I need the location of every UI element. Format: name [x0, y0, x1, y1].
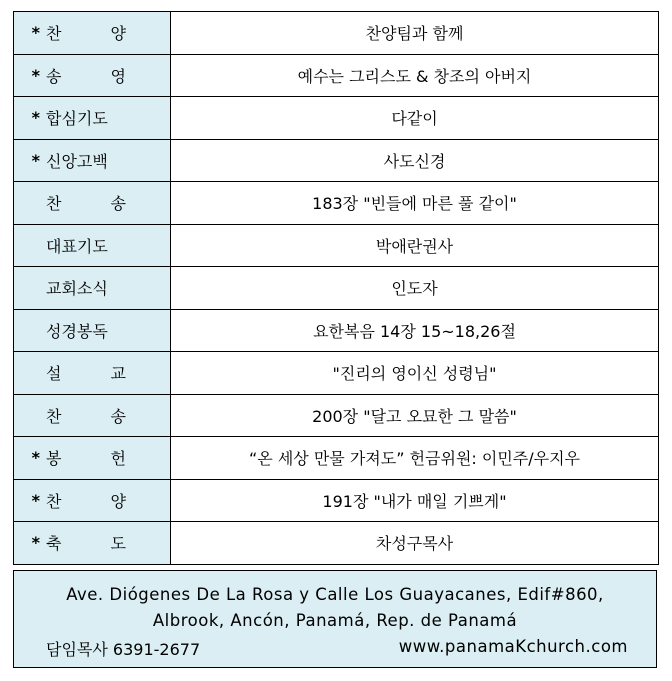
order-item-label-cell — [14, 267, 171, 310]
standing-mark: * — [31, 65, 40, 85]
order-item-label-cell — [14, 309, 171, 352]
worship-order-table — [13, 11, 659, 565]
order-item-value: 차성구목사 — [171, 522, 659, 565]
order-item-value: 다같이 — [171, 97, 659, 140]
order-item-name-part: 축 — [46, 534, 62, 554]
order-row — [14, 267, 659, 310]
order-item-name-part: 신앙고백 — [46, 151, 108, 171]
order-item-label-cell — [14, 437, 171, 480]
order-row — [14, 224, 659, 267]
website-link[interactable]: www.panamaKchurch.com — [398, 637, 628, 656]
order-item-label — [14, 12, 170, 54]
order-item-name-part: 봉 — [46, 449, 62, 469]
order-item-label — [14, 55, 170, 97]
order-item-name — [46, 276, 170, 299]
order-item-name — [46, 21, 170, 44]
order-item-value: 200장 "달고 오묘한 그 말씀" — [171, 394, 659, 437]
order-row — [14, 182, 659, 225]
order-row — [14, 97, 659, 140]
order-row — [14, 352, 659, 395]
order-item-label — [14, 352, 170, 394]
standing-mark: * — [31, 150, 40, 170]
order-item-label-cell — [14, 479, 171, 522]
order-item-label — [14, 395, 170, 437]
order-row — [14, 12, 659, 55]
order-item-label-cell — [14, 12, 171, 55]
order-item-name-part: 송 — [110, 194, 126, 214]
address-line-2: Albrook, Ancón, Panamá, Rep. de Panamá — [152, 611, 518, 630]
order-item-name-part: 교회소식 — [46, 279, 108, 299]
order-item-name-part: 대표기도 — [46, 236, 108, 256]
order-item-label — [14, 225, 170, 267]
order-item-name-part: 찬 — [46, 406, 62, 426]
pastor-phone: 담임목사 6391-2677 — [46, 640, 201, 659]
order-item-name-part: 송 — [110, 406, 126, 426]
order-item-name — [46, 404, 170, 427]
order-item-label — [14, 182, 170, 224]
order-item-value: 예수는 그리스도 & 창조의 아버지 — [171, 54, 659, 97]
standing-mark: * — [31, 490, 40, 510]
order-item-label-cell — [14, 352, 171, 395]
order-item-name — [46, 149, 170, 172]
order-item-label-cell — [14, 97, 171, 140]
order-item-label — [14, 437, 170, 479]
church-info-box — [13, 570, 657, 668]
order-item-value: 인도자 — [171, 267, 659, 310]
order-item-name-part: 양 — [110, 24, 126, 44]
order-item-name — [46, 234, 170, 257]
standing-mark: * — [31, 108, 40, 128]
order-item-value: 사도신경 — [171, 139, 659, 182]
order-item-name-part: 영 — [110, 66, 126, 86]
order-row — [14, 309, 659, 352]
order-item-name-part: 설 — [46, 364, 62, 384]
order-item-value: 찬양팀과 함께 — [171, 12, 659, 55]
order-item-value: “온 세상 만물 가져도” 헌금위원: 이민주/우지우 — [171, 437, 659, 480]
order-item-name-part: 헌 — [110, 449, 126, 469]
order-item-name — [46, 64, 170, 87]
order-item-name-part: 찬 — [46, 491, 62, 511]
address-line-1: Ave. Diógenes De La Rosa y Calle Los Guayacanes, Edif#860, — [66, 585, 604, 604]
order-item-name — [46, 106, 170, 129]
standing-mark: * — [31, 448, 40, 468]
order-item-name — [46, 361, 170, 384]
order-item-label — [14, 140, 170, 182]
order-item-name-part: 송 — [46, 66, 62, 86]
order-row — [14, 54, 659, 97]
order-item-label — [14, 480, 170, 522]
order-item-name — [46, 191, 170, 214]
standing-mark: * — [31, 23, 40, 43]
order-row — [14, 522, 659, 565]
order-item-name-part: 도 — [110, 534, 126, 554]
order-item-value: "진리의 영이신 성령님" — [171, 352, 659, 395]
order-item-name — [46, 531, 170, 554]
order-item-label-cell — [14, 394, 171, 437]
order-item-label-cell — [14, 522, 171, 565]
order-item-name-part: 양 — [110, 491, 126, 511]
order-item-value: 191장 "내가 매일 기쁘게" — [171, 479, 659, 522]
order-item-value: 183장 "빈들에 마른 풀 같이" — [171, 182, 659, 225]
order-row — [14, 479, 659, 522]
order-item-name — [46, 489, 170, 512]
order-item-value: 박애란권사 — [171, 224, 659, 267]
order-item-label-cell — [14, 182, 171, 225]
order-item-value: 요한복음 14장 15~18,26절 — [171, 309, 659, 352]
order-row — [14, 394, 659, 437]
order-row — [14, 139, 659, 182]
order-item-name-part: 성경봉독 — [46, 321, 108, 341]
standing-mark: * — [31, 533, 40, 553]
order-item-name — [46, 319, 170, 342]
order-item-name-part: 합심기도 — [46, 109, 108, 129]
order-item-name — [46, 446, 170, 469]
order-item-label-cell — [14, 54, 171, 97]
order-item-label — [14, 310, 170, 352]
order-item-label — [14, 522, 170, 564]
order-item-name-part: 교 — [110, 364, 126, 384]
order-item-label — [14, 267, 170, 309]
order-item-name-part: 찬 — [46, 194, 62, 214]
order-item-label-cell — [14, 139, 171, 182]
order-item-label-cell — [14, 224, 171, 267]
order-item-label — [14, 97, 170, 139]
order-row — [14, 437, 659, 480]
order-item-name-part: 찬 — [46, 24, 62, 44]
